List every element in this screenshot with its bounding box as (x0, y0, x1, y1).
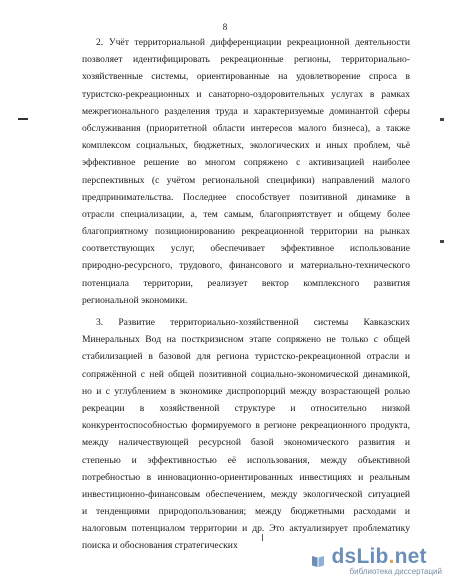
body-text (82, 34, 410, 555)
text-line: природно-ресурсного, трудового, финансового и материально-технического (82, 260, 410, 272)
text-line: межрегионального разделения труда и характеризуемые доминантой сферы (82, 105, 410, 117)
text-line: потребностью в инновационно-ориентированных инвестициях и реальным (82, 471, 410, 483)
text-line: потенциала территории, реализует вектор комплексного развития (82, 277, 410, 289)
text-line: 2. Учёт территориальной дифференциации рекреационной деятельности (96, 37, 410, 48)
text-line: соответствующих услуг, обеспечивает эффективное использование (82, 243, 410, 255)
text-line: но и с углублением в экономике диспропорций между возрастающей ролью (82, 385, 410, 397)
watermark-tagline: библиотека диссертаций (349, 567, 442, 576)
text-line: туристско-рекреационных и санаторно-оздоровительных услугах в рамках (82, 88, 410, 100)
text-line: степенью и эффективностью её использования, между объективной (82, 454, 410, 466)
text-line: 3. Развитие территориально-хозяйственной системы Кавказских (96, 317, 410, 328)
text-line: и тенденциями природопользования; между бюджетными расходами и (82, 506, 410, 518)
site-watermark[interactable] (310, 546, 442, 576)
text-line: эффективное решение во многом сопряжено с активизацией наиболее (82, 157, 410, 169)
margin-mark-left (18, 118, 28, 120)
text-line: позволяет идентифицировать рекреационные регионы, территориально- (82, 54, 410, 66)
text-line: предпринимательства. Последнее способствует позитивной динамике в (82, 191, 410, 203)
margin-mark-right-top (440, 118, 444, 121)
text-line: хозяйственные системы, ориентированные на удовлетворение спроса в (82, 71, 410, 83)
book-icon (310, 553, 326, 569)
text-line: комплексом социальных, бюджетных, экологических и иных проблем, чьё (82, 140, 410, 152)
watermark-logo (332, 546, 442, 576)
page-number: 8 (222, 22, 228, 32)
text-line: инвестиционно-финансовым обеспечением, между экологической ситуацией (82, 488, 410, 500)
text-line: перспективных (с учётом региональной специфики) направлений малого (82, 174, 410, 186)
text-line: поиска и обоснования стратегических (82, 540, 238, 552)
margin-mark-right-middle (440, 240, 444, 243)
text-line: налоговым потенциалом территории и др. Это актуализирует проблематику (82, 523, 410, 535)
text-line: отрасли специализации, а, тем самым, благоприятствует и общему более (82, 208, 410, 220)
text-line: сопряжённой с ней общей позитивной социально-экономической динамикой, (82, 368, 410, 380)
watermark-brand: dsLib.net (331, 545, 427, 568)
text-line: Минеральных Вод на посткризисном этапе сопряжено не только с общей (82, 334, 410, 346)
text-line: стабилизацией в базовой для региона туристско-рекреационной отрасли и (82, 351, 410, 363)
text-line: обслуживания (приоритетной области интересов малого бизнеса), а также (82, 122, 410, 134)
text-cursor (262, 534, 263, 541)
text-line: рекреации в хозяйственной структуре и относительно низкой (82, 402, 410, 414)
text-line: благоприятному позиционированию рекреационной территории на рынках (82, 226, 410, 238)
text-line: между наличествующей ресурсной базой экономического развития и (82, 437, 410, 449)
text-line: региональной экономики. (82, 294, 188, 306)
text-line: конкурентоспособностью формируемого в регионе рекреационного продукта, (82, 420, 410, 432)
